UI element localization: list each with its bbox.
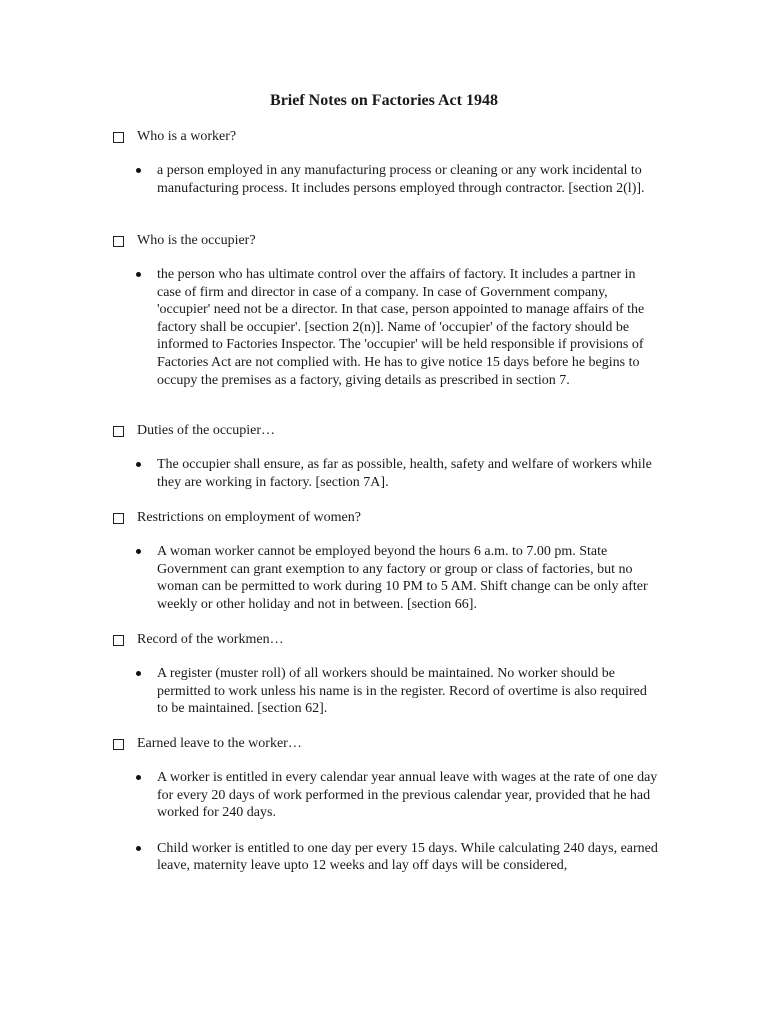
checkbox-icon <box>113 426 124 437</box>
bullet-item <box>113 162 658 197</box>
question-text: Who is the occupier? <box>137 233 256 248</box>
checkbox-icon <box>113 635 124 646</box>
bullet-text: the person who has ultimate control over the affairs of factory. It includes a partner in case of firm and director in case of a company. In case of Government company, 'occupier' need not be a director. In that case, person appointed to manage affairs of the factory shall be occupier'. [section 2(n)]. Name of 'occupier' of the factory should be informed to Factories Inspector. The 'occupier' will be held responsible if provisions of Factories Act are not complied with. He has to give notice 15 days before he begins to occupy the premises as a factory, giving details as prescribed in section 7. <box>157 267 645 388</box>
checkbox-icon <box>113 739 124 750</box>
checkbox-icon <box>113 513 124 524</box>
question-text: Restrictions on employment of women? <box>137 510 361 525</box>
bullet-text: a person employed in any manufacturing process or cleaning or any work incidental to manufacturing process. It includes persons employed through contractor. [section 2(l)]. <box>157 163 645 196</box>
bullet-item <box>113 266 658 389</box>
bullet-icon <box>136 462 141 467</box>
checkbox-icon <box>113 236 124 247</box>
question-row <box>113 509 658 527</box>
question-text: Who is a worker? <box>137 129 237 144</box>
bullet-text: The occupier shall ensure, as far as possible, health, safety and welfare of workers while they are working in factory. [section 7A]. <box>157 457 652 490</box>
question-text: Record of the workmen… <box>137 632 284 647</box>
section-worker <box>113 128 658 197</box>
bullet-icon <box>136 272 141 277</box>
section-occupier <box>113 232 658 389</box>
bullet-text: A woman worker cannot be employed beyond the hours 6 a.m. to 7.00 pm. State Government can grant exemption to any factory or group or class of factories, but no woman can be permitted to work during 10 PM to 5 AM. Shift change can be only after weekly or other holiday and not in between. [section 66]. <box>157 544 648 612</box>
bullet-icon <box>136 671 141 676</box>
bullet-text: A worker is entitled in every calendar year annual leave with wages at the rate of one day for every 20 days of work performed in the previous calendar year, provided that he had worked for 240 days. <box>157 770 658 821</box>
question-row <box>113 422 658 440</box>
bullet-item <box>113 456 658 491</box>
bullet-text: Child worker is entitled to one day per every 15 days. While calculating 240 days, earned leave, maternity leave upto 12 weeks and lay off days will be considered, <box>157 840 658 874</box>
question-row <box>113 631 658 649</box>
section-record <box>113 631 658 718</box>
section-earned-leave <box>113 735 658 875</box>
question-row <box>113 735 658 753</box>
bullet-icon <box>136 549 141 554</box>
question-row <box>113 232 658 250</box>
bullet-icon <box>136 846 141 851</box>
bullet-icon <box>136 775 141 780</box>
bullet-text: A register (muster roll) of all workers should be maintained. No worker should be permitted to work unless his name is in the register. Record of overtime is also required to be maintained. [section 62]. <box>157 666 647 717</box>
section-duties <box>113 422 658 491</box>
section-women <box>113 509 658 613</box>
checkbox-icon <box>113 132 124 143</box>
question-text: Earned leave to the worker… <box>137 736 302 751</box>
bullet-item <box>113 840 658 875</box>
bullet-item <box>113 665 658 718</box>
question-text: Duties of the occupier… <box>137 423 276 438</box>
bullet-item <box>113 769 658 822</box>
bullet-item <box>113 543 658 613</box>
bullet-icon <box>136 168 141 173</box>
question-row <box>113 128 658 146</box>
document-title: Brief Notes on Factories Act 1948 <box>270 92 498 109</box>
